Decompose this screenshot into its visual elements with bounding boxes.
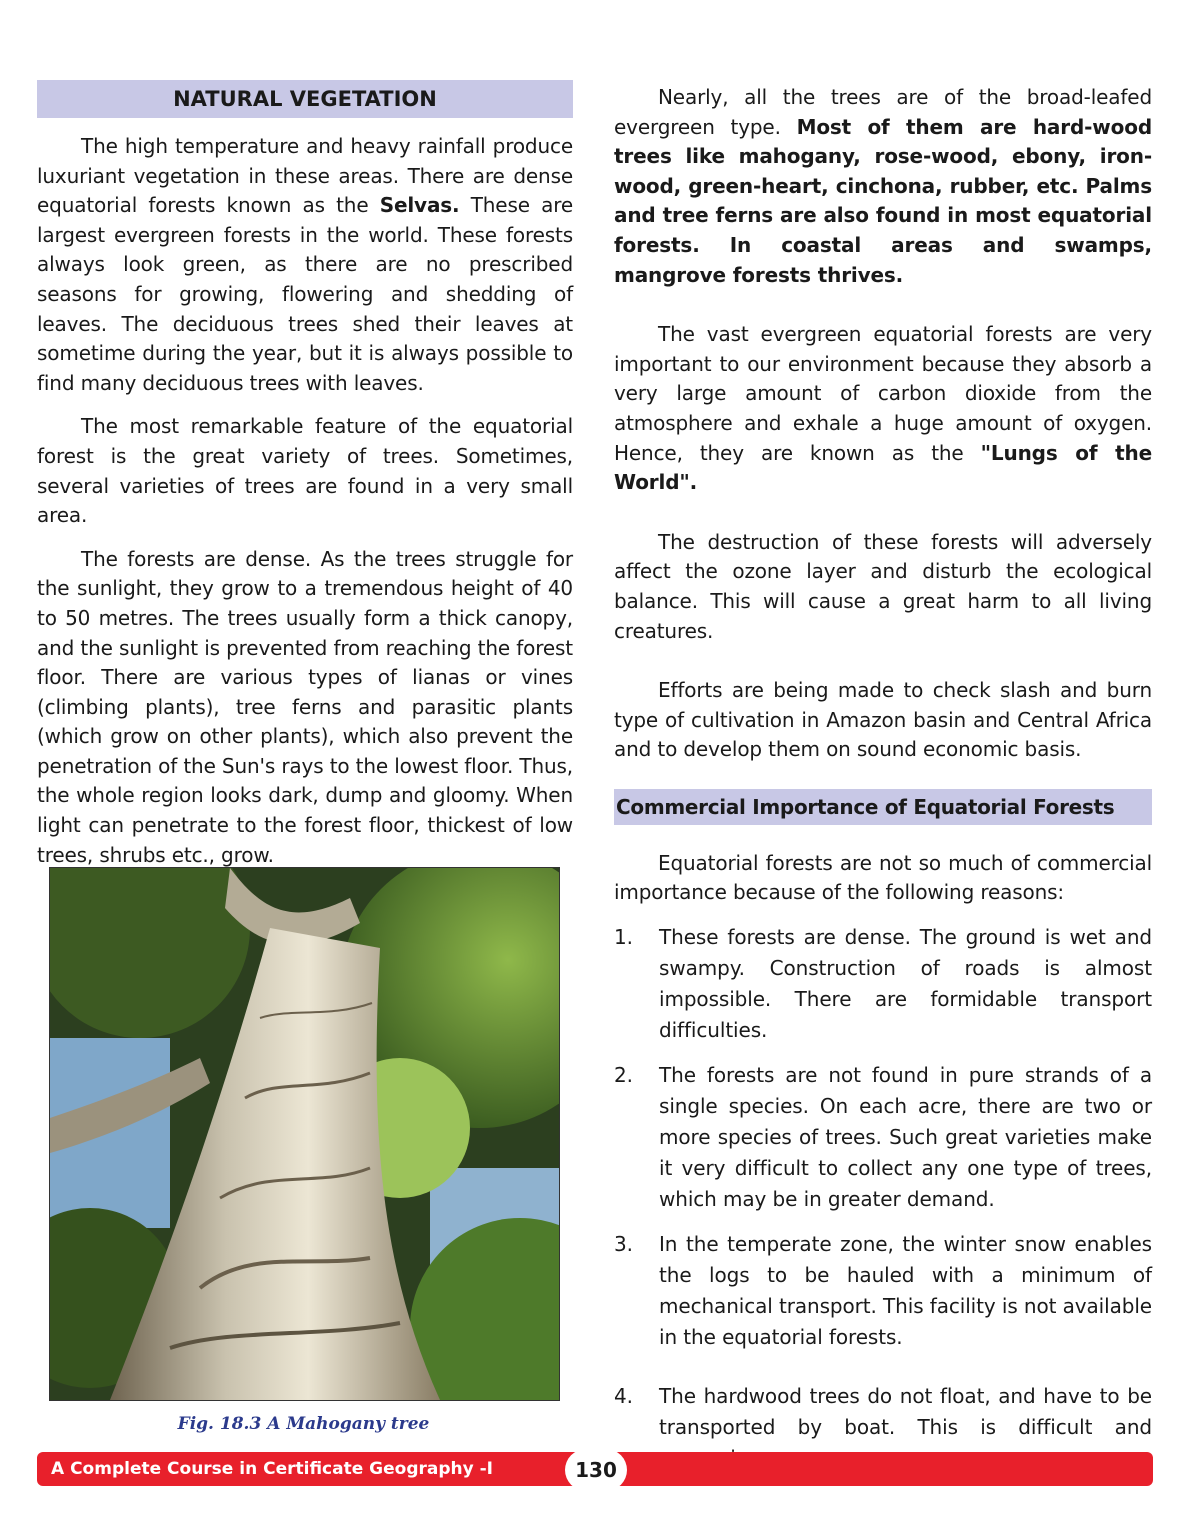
- paragraph-commercial-intro: Equatorial forests are not so much of commercial importance because of the following reasons:: [614, 850, 1152, 905]
- paragraph-luxuriant-vegetation: The high temperature and heavy rainfall produce luxuriant vegetation in these areas. There are dense equatorial forests known as the Selvas. These are largest evergreen forests in the world. These forests always look green, as there are no prescribed seasons for growing, flowering and shedding of leaves. The deciduous trees shed their leaves at sometime during the year, but it is always possible to find many deciduous trees with leaves.: [37, 134, 573, 395]
- paragraph-destruction-of-forests: The destruction of these forests will adversely affect the ozone layer and disturb the ecological balance. This will cause a great harm to all living creatures.: [614, 529, 1152, 643]
- list-item: 4. The hardwood trees do not float, and have to be transported by boat. This is difficult and: [614, 1384, 1152, 1440]
- mahogany-tree-photo: [49, 867, 560, 1401]
- list-item: 1. These forests are dense. The ground is wet and swampy. Construction of roads is almost impossible. There are formidable transport difficulties.: [614, 925, 1152, 1043]
- paragraph-efforts: Efforts are being made to check slash and burn type of cultivation in Amazon basin and Central Africa and to develop them on sound economic basis.: [614, 678, 1152, 762]
- paragraph-variety-of-trees: The most remarkable feature of the equatorial forest is the great variety of trees. Sometimes, several varieties of trees are found in a very small area.: [37, 414, 573, 528]
- figure-caption: Fig. 18.3 A Mahogany tree: [177, 1414, 430, 1434]
- paragraph-dense-forests: The forests are dense. As the trees struggle for the sunlight, they grow to a tremendous height of 40 to 50 metres. The trees usually form a thick canopy, and the sunlight is prevented from reaching the forest floor. There are various types of lianas or vines (climbing plants), tree ferns and parasitic plants (which grow on other plants), which also prevent the penetration of the Sun's rays to the lowest floor. Thus, the whole region looks dark, dump and gloomy. When light can penetrate to the forest floor, thickest of low trees, shrubs etc., grow.: [37, 546, 574, 867]
- page-number: 130: [565, 1449, 627, 1491]
- book-title: A Complete Course in Certificate Geography -I: [51, 1459, 494, 1479]
- section-heading-natural-vegetation: NATURAL VEGETATION: [37, 80, 573, 118]
- paragraph-lungs-of-the-world: The vast evergreen equatorial forests are very important to our environment because they absorb a very large amount of carbon dioxide from the atmosphere and exhale a huge amount of oxygen. Hence, they are known as the "Lungs of the World".: [614, 322, 1152, 495]
- reasons-list: [614, 922, 1152, 1474]
- right-column: [614, 80, 1152, 1474]
- paragraph-broad-leafed-trees: Nearly, all the trees are of the broad-leafed evergreen type. Most of them are hard-wood trees like mahogany, rose-wood, ebony, iron-wood, green-heart, cinchona, rubber, etc. Palms and tree ferns are also found in most equatorial forests. In coastal areas and swamps, mangrove forests thrives.: [614, 85, 1152, 287]
- section-heading-commercial-importance: Commercial Importance of Equatorial Forests: [614, 789, 1152, 825]
- left-column: [37, 80, 573, 870]
- list-item: 2. The forests are not found in pure strands of a single species. On each acre, there are two or more species of trees. Such great varieties make it very difficult to collect any one type of trees, which may be in greater demand.: [614, 1063, 1152, 1212]
- list-item: 3. In the temperate zone, the winter snow enables the logs to be hauled with a minimum of mechanical transport. This facility is not available in the equatorial forests.: [614, 1232, 1152, 1350]
